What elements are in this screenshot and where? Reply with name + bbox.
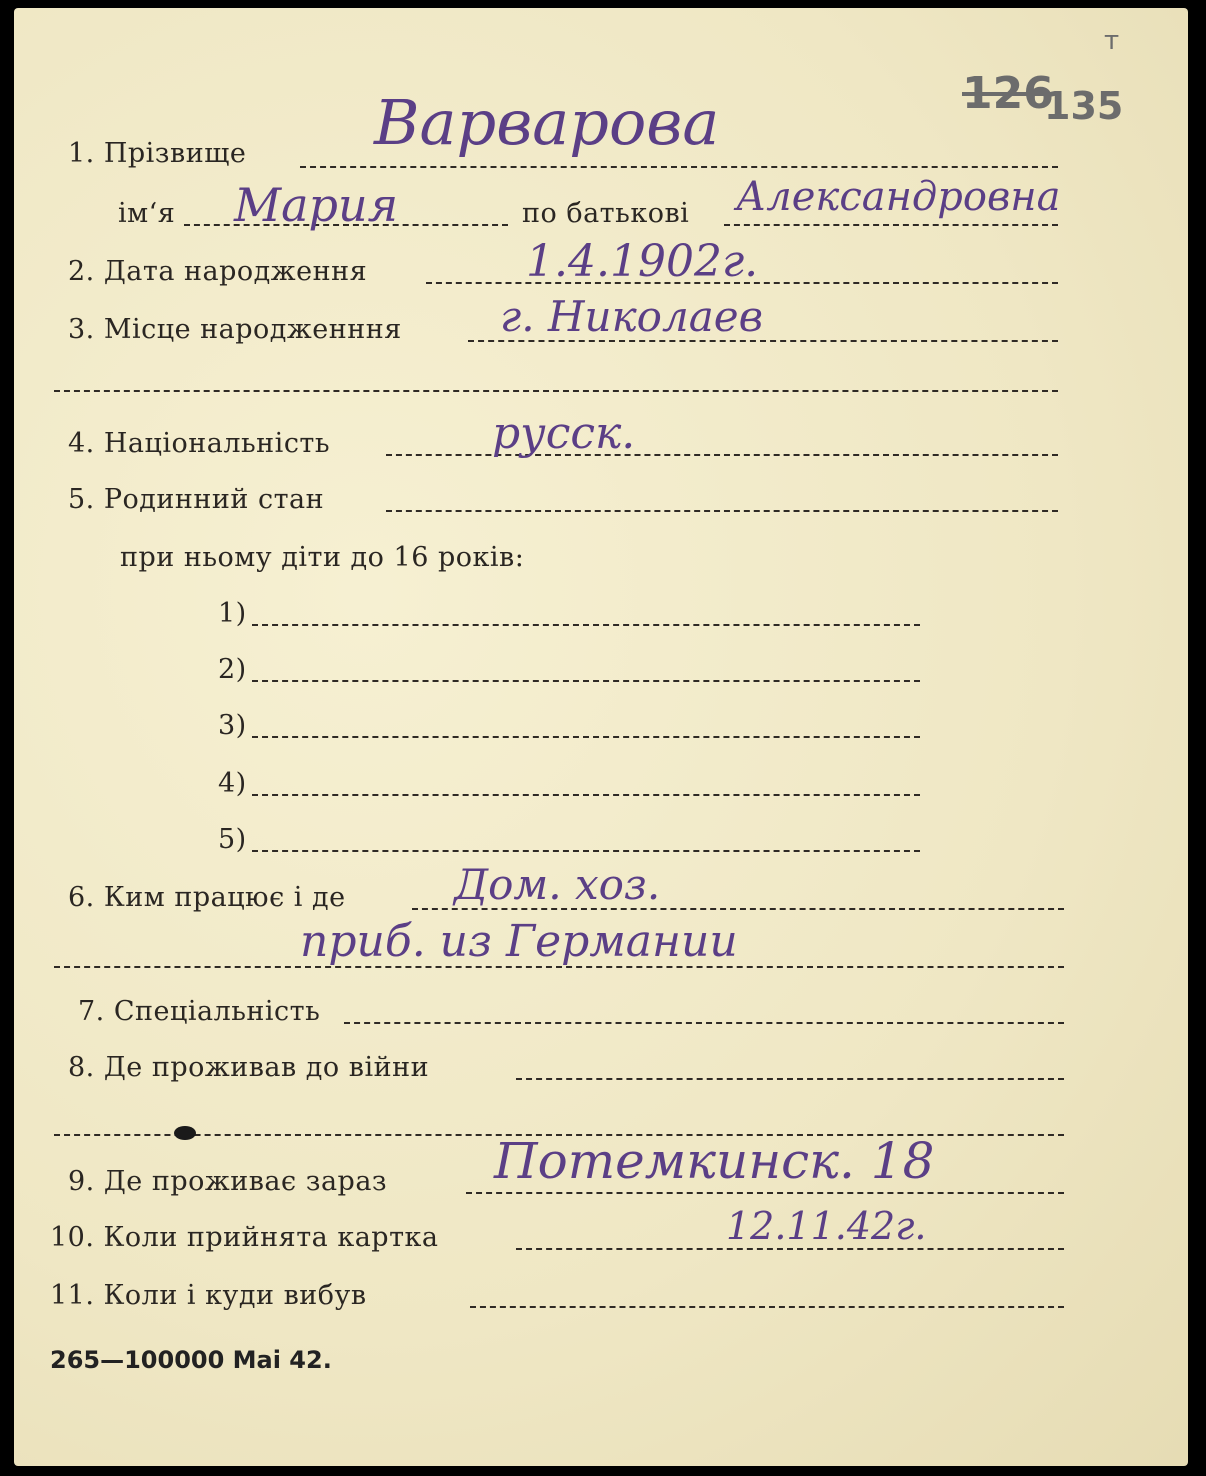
field-1-label: 1. Прізвище (68, 138, 247, 169)
current-residence-line (466, 1192, 1064, 1194)
name-handwritten: Мария (234, 178, 399, 232)
patronymic-handwritten: Александровна (736, 174, 1061, 220)
archive-number-superscript: т (1104, 26, 1120, 56)
prewar-residence-line (516, 1078, 1064, 1080)
field-3-label: 3. Місце народженння (68, 314, 402, 345)
field-10-label: 10. Коли прийнята картка (50, 1222, 439, 1253)
child-3-label: 3) (218, 710, 247, 741)
child-2-line (252, 680, 920, 682)
nationality-line (386, 454, 1058, 456)
work-handwritten-2: приб. из Германии (300, 916, 738, 967)
field-11-label: 11. Коли і куди вибув (50, 1280, 367, 1311)
print-code: 265—100000 Mai 42. (50, 1346, 332, 1374)
patronymic-label: по батькові (522, 198, 690, 229)
field-6-label: 6. Ким працює і де (68, 882, 346, 913)
departure-line (470, 1306, 1064, 1308)
surname-handwritten: Варварова (374, 86, 720, 159)
nationality-handwritten: русск. (492, 408, 636, 459)
punch-hole (174, 1126, 196, 1140)
current-residence-handwritten: Потемкинск. 18 (494, 1132, 935, 1190)
patronymic-line (724, 224, 1058, 226)
marital-status-line (386, 510, 1058, 512)
birth-place-handwritten: г. Николаев (500, 292, 764, 341)
field-9-label: 9. Де проживає зараз (68, 1166, 388, 1197)
child-4-label: 4) (218, 768, 247, 799)
archive-number-crossed: 126 (962, 68, 1054, 119)
field-7-label: 7. Спеціальність (78, 996, 321, 1027)
birth-date-handwritten: 1.4.1902г. (526, 236, 759, 287)
children-label: при ньому діти до 16 років: (120, 542, 525, 573)
child-3-line (252, 736, 920, 738)
child-1-line (252, 624, 920, 626)
card-date-handwritten: 12.11.42г. (726, 1204, 927, 1248)
field-4-label: 4. Національність (68, 428, 331, 459)
child-5-line (252, 850, 920, 852)
card-date-line (516, 1248, 1064, 1250)
child-2-label: 2) (218, 654, 247, 685)
child-5-label: 5) (218, 824, 247, 855)
specialty-line (344, 1022, 1064, 1024)
birth-place-line-2 (54, 390, 1058, 392)
child-4-line (252, 794, 920, 796)
field-8-label: 8. Де проживав до війни (68, 1052, 430, 1083)
registration-card (14, 8, 1188, 1466)
archive-number: 135 (1044, 84, 1124, 128)
surname-line (300, 166, 1058, 168)
name-label: ім‘я (118, 198, 176, 229)
field-5-label: 5. Родинний стан (68, 484, 325, 515)
work-handwritten-1: Дом. хоз. (454, 860, 661, 909)
child-1-label: 1) (218, 598, 247, 629)
field-2-label: 2. Дата народження (68, 256, 368, 287)
